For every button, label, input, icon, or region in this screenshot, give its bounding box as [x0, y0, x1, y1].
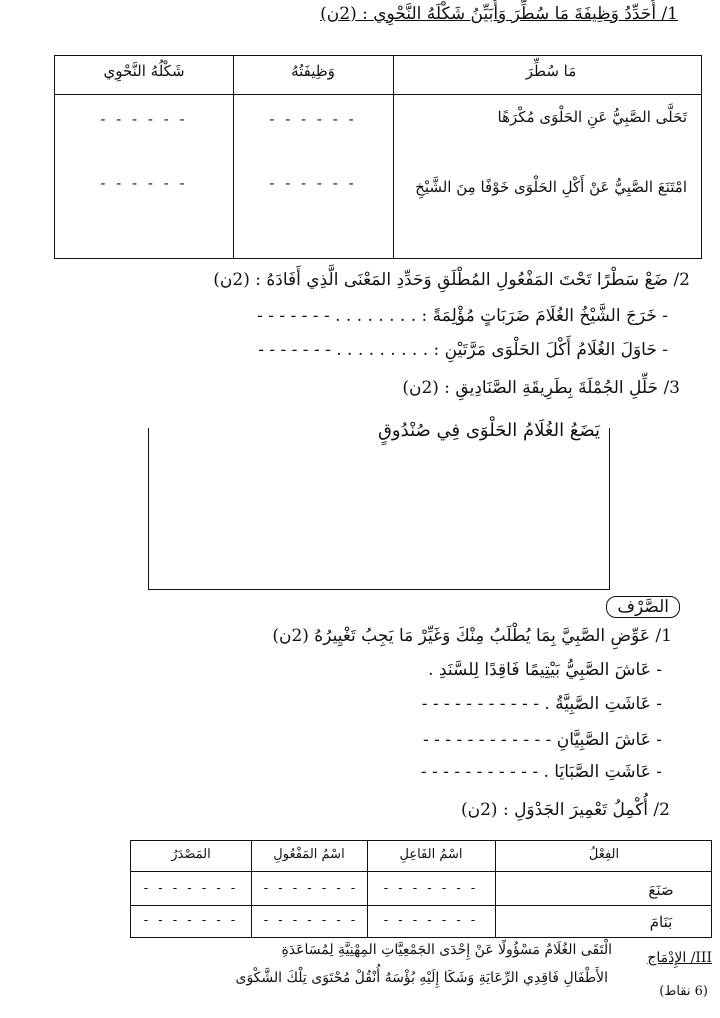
- row-2-function: - - - - - -: [269, 174, 357, 192]
- header-grammatical-form: شَكْلُهُ النَّحْوِي: [103, 62, 185, 80]
- integration-line-1: الْتَقَى الغُلَامُ مَسْؤُولًا عَنْ إِحْدَى الجَمْعِيَّاتِ المِهْنِيَّةِ لِمُسَاعَدَةِ: [281, 942, 612, 958]
- row-2-active: - - - - - - -: [383, 913, 479, 928]
- grammar-table: [54, 55, 702, 259]
- header-masdar: المَصْدَرُ: [171, 847, 211, 862]
- header-function: وَظِيفَتُهُ: [291, 62, 335, 80]
- morphology-question-2-title: 2/ أُكْمِلُ تَعْمِيرَ الجَدْوَلِ : (2ن): [460, 800, 670, 820]
- analysis-sentence: يَضَعُ الغُلَامُ الحَلْوَى فِي صُنْدُوقٍ: [377, 420, 600, 441]
- row-1-function: - - - - - -: [269, 110, 357, 128]
- analysis-box: [148, 428, 610, 590]
- integration-points: (6 نقاط): [659, 984, 708, 999]
- header-passive-participle: اسْمُ المَفْعُولِ: [273, 847, 345, 862]
- question-3-title: 3/ حَلِّلِ الجُمْلَةَ بِطَرِيقَةِ الصَّنَادِيقِ : (2ن): [402, 378, 680, 398]
- header-active-participle: اسْمُ الفَاعِلِ: [399, 847, 463, 862]
- row-2-passive: - - - - - - -: [263, 913, 359, 928]
- row-1-masdar: - - - - - - -: [143, 881, 239, 896]
- row-2-sentence: امْتَنَعَ الصَّبِيُّ عَنْ أَكْلِ الحَلْوَى خَوْفًا مِنَ الشَّيْخِ: [415, 178, 687, 196]
- question-2-line-2: - حَاوَلَ الغُلَامُ أَكْلَ الحَلْوَى مَرَّتَيْنِ : . . . . . . . . . - - - - - - -: [258, 340, 668, 360]
- integration-label: III/ الإِدْمَاج: [647, 950, 712, 966]
- morphology-line-2: - عَاشَتِ الصَّبِيَّةُ . - - - - - - - - - - -: [421, 694, 662, 714]
- derivation-table: [130, 840, 712, 938]
- row-2-verb: بَنَامَ: [649, 913, 673, 931]
- question-2-line-1: - خَرَجَ الشَّيْخُ الغُلَامَ ضَرَبَاتٍ مُؤْلِمَةً : . . . . . . . . - - - - - - -: [257, 306, 668, 326]
- morphology-line-3: - عَاشَ الصَّبِيَّانِ - - - - - - - - - - - -: [423, 730, 662, 750]
- row-2-form: - - - - - -: [100, 174, 188, 192]
- row-1-verb: صَنَعَ: [648, 881, 674, 899]
- question-2-title: 2/ ضَعْ سَطْرًا تَحْتَ المَفْعُولِ المُطْلَقِ وَحَدِّدِ المَعْنَى الَّذِي أَفَادَهُ : (2ن): [213, 270, 690, 290]
- column-divider: [393, 56, 394, 258]
- morphology-question-1-title: 1/ عَوِّضِ الصَّبِيَّ بِمَا يُطْلَبُ مِنْكَ وَغَيِّرْ مَا يَجِبُ تَغْيِيرُهُ (2ن): [272, 626, 672, 646]
- header-verb: الفِعْلُ: [588, 847, 620, 862]
- row-1-form: - - - - - -: [100, 110, 188, 128]
- header-underlined: مَا سُطِّرَ: [525, 62, 577, 80]
- morphology-heading: الصَّرْف: [606, 596, 680, 618]
- row-1-active: - - - - - - -: [383, 881, 479, 896]
- row-1-passive: - - - - - - -: [263, 881, 359, 896]
- row-2-masdar: - - - - - - -: [143, 913, 239, 928]
- question-1-title: 1/ أُحَدِّدُ وَظِيفَةَ مَا سُطِّرَ وَأُبَيِّنُ شَكْلَهُ النَّحْوِي : (2ن): [320, 4, 678, 24]
- row-1-sentence: تَحَلَّى الصَّبِيُّ عَنِ الحَلْوَى مُكْرَهًا: [497, 108, 687, 126]
- integration-line-2: الأَطْفَالِ فَاقِدِي الرِّعَايَةِ وَشَكَا إِلَيْهِ بُؤْسَهُ أُنْقُلْ مُحْتَوَى تِلْكَ الشَّكْوَى: [235, 970, 608, 986]
- row-divider: [131, 871, 711, 872]
- column-divider: [233, 56, 234, 258]
- morphology-line-1: - عَاشَ الصَّبِيُّ بَيْتِيمًا فَاقِدًا لِلسَّنَدِ .: [428, 660, 662, 680]
- morphology-line-4: - عَاشَتِ الصَّبَايَا . - - - - - - - - - - -: [420, 762, 662, 782]
- row-divider: [131, 905, 711, 906]
